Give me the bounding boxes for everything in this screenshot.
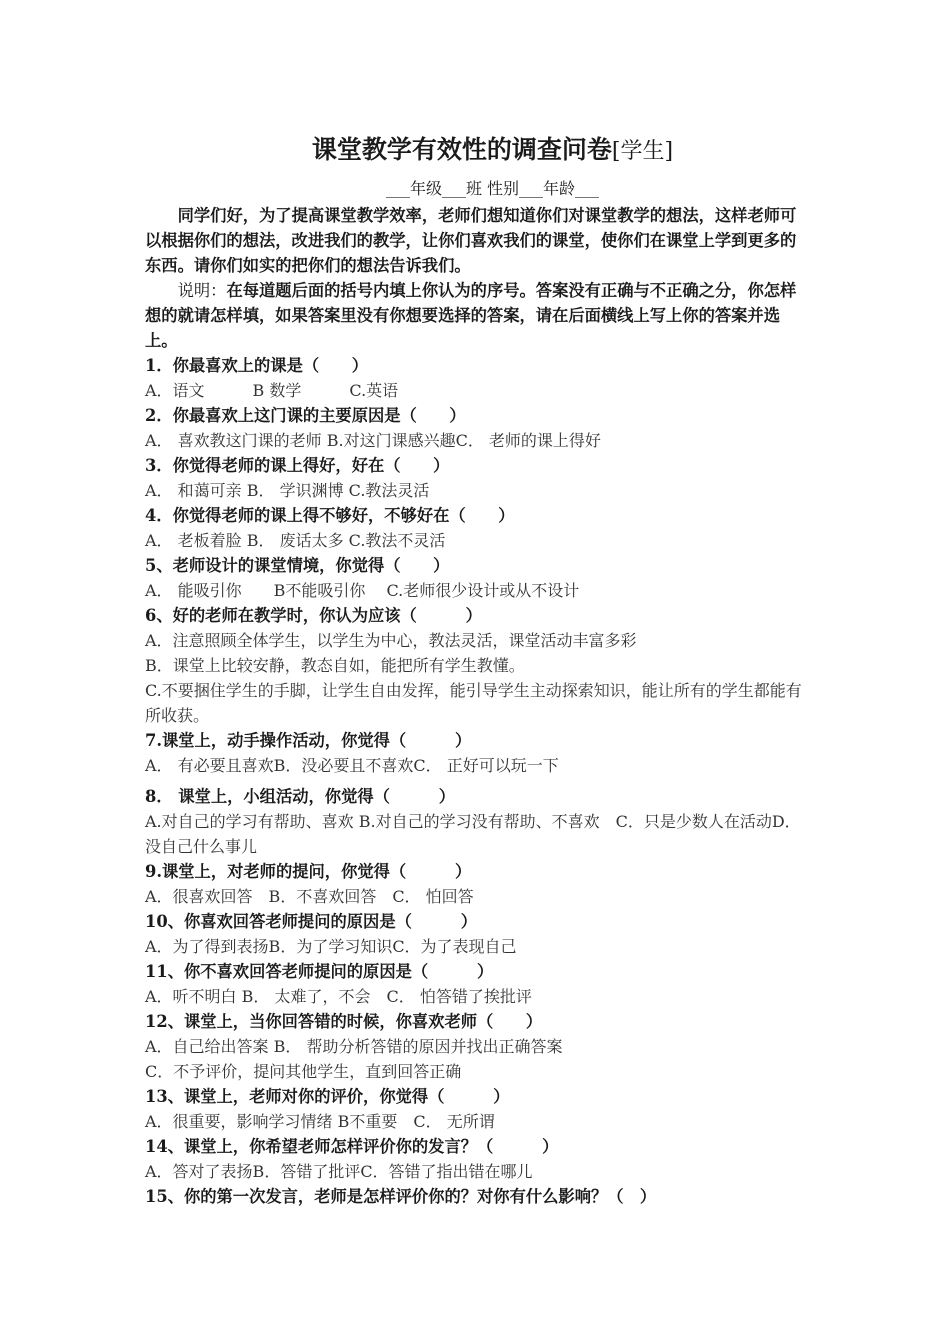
question-8-options: A.对自己的学习有帮助、喜欢 B.对自己的学习没有帮助、不喜欢 C．只是少数人在活动D．没自己什么事儿 — [145, 812, 801, 856]
question-12: 12、课堂上，当你回答错的时候，你喜欢老师（ ） — [145, 1012, 543, 1031]
instructions-paragraph — [145, 278, 810, 353]
question-10-options: A．为了得到表扬B．为了学习知识C．为了表现自己 — [145, 937, 517, 956]
question-2-options: A． 喜欢教这门课的老师 B.对这门课感兴趣C． 老师的课上得好 — [145, 431, 601, 450]
question-6-options: B．课堂上比较安静，教态自如，能把所有学生教懂。 — [145, 656, 525, 675]
question-list — [145, 353, 810, 1209]
question-13-options: A．很重要，影响学习情绪 B不重要 C． 无所谓 — [145, 1112, 495, 1131]
question-5-options: A． 能吸引你 B不能吸引你 C.老师很少设计或从不设计 — [145, 581, 580, 600]
question-6-options: C.不要捆住学生的手脚，让学生自由发挥，能引导学生主动探索知识，能让所有的学生都能有所收获。 — [145, 681, 802, 725]
question-4: 4．你觉得老师的课上得不够好，不够好在（ ） — [145, 506, 515, 525]
question-11: 11、你不喜欢回答老师提问的原因是（ ） — [145, 962, 494, 981]
question-6: 6、好的老师在教学时，你认为应该（ ） — [145, 606, 482, 625]
question-6-options: A．注意照顾全体学生，以学生为中心，教法灵活，课堂活动丰富多彩 — [145, 631, 637, 650]
title-text: 课堂教学有效性的调查问卷 — [311, 135, 612, 164]
intro-paragraph: 同学们好，为了提高课堂教学效率，老师们想知道你们对课堂教学的想法，这样老师可以根据你们的想法，改进我们的教学，让你们喜欢我们的课堂，使你们在课堂上学到更多的东西。请你们如实的把你们的想法告诉我们。 — [145, 206, 797, 275]
survey-content — [145, 133, 810, 1209]
question-8: 8． 课堂上，小组活动，你觉得（ ） — [145, 787, 456, 806]
question-12-options: A．自己给出答案 B． 帮助分析答错的原因并找出正确答案 — [145, 1037, 563, 1056]
instructions-lead: 说明： — [177, 281, 227, 300]
title-tag: [学生] — [611, 139, 674, 164]
question-5: 5、老师设计的课堂情境，你觉得（ ） — [145, 556, 450, 575]
question-15: 15、你的第一次发言，老师是怎样评价你的？对你有什么影响？（ ） — [145, 1187, 657, 1206]
instructions-body: 在每道题后面的括号内填上你认为的序号。答案没有正确与不正确之分，你怎样想的就请怎样填，如果答案里没有你想要选择的答案，请在后面横线上写上你的答案并选上。 — [145, 281, 797, 350]
question-1: 1．你最喜欢上的课是（ ） — [145, 356, 368, 375]
question-14: 14、课堂上，你希望老师怎样评价你的发言？（ ） — [145, 1137, 559, 1156]
survey-title — [175, 133, 810, 169]
question-2: 2．你最喜欢上这门课的主要原因是（ ） — [145, 406, 466, 425]
question-3: 3．你觉得老师的课上得好，好在（ ） — [145, 456, 450, 475]
question-11-options: A．听不明白 B． 太难了，不会 C． 怕答错了挨批评 — [145, 987, 532, 1006]
question-12-options: C．不予评价，提问其他学生，直到回答正确 — [145, 1062, 462, 1081]
question-1-options: A．语文 B 数学 C.英语 — [145, 381, 399, 400]
student-info-line: ___年级___班 性别___年龄___ — [385, 179, 600, 198]
question-7: 7.课堂上，动手操作活动，你觉得（ ） — [145, 731, 472, 750]
question-9: 9.课堂上，对老师的提问，你觉得（ ） — [145, 862, 472, 881]
question-4-options: A． 老板着脸 B． 废话太多 C.教法不灵活 — [145, 531, 446, 550]
question-3-options: A． 和蔼可亲 B． 学识渊博 C.教法灵活 — [145, 481, 430, 500]
question-10: 10、你喜欢回答老师提问的原因是（ ） — [145, 912, 478, 931]
question-14-options: A．答对了表扬B．答错了批评C．答错了指出错在哪儿 — [145, 1162, 533, 1181]
question-7-options: A． 有必要且喜欢B．没必要且不喜欢C． 正好可以玩一下 — [145, 756, 559, 775]
question-9-options: A．很喜欢回答 B．不喜欢回答 C． 怕回答 — [145, 887, 474, 906]
question-13: 13、课堂上，老师对你的评价，你觉得（ ） — [145, 1087, 510, 1106]
